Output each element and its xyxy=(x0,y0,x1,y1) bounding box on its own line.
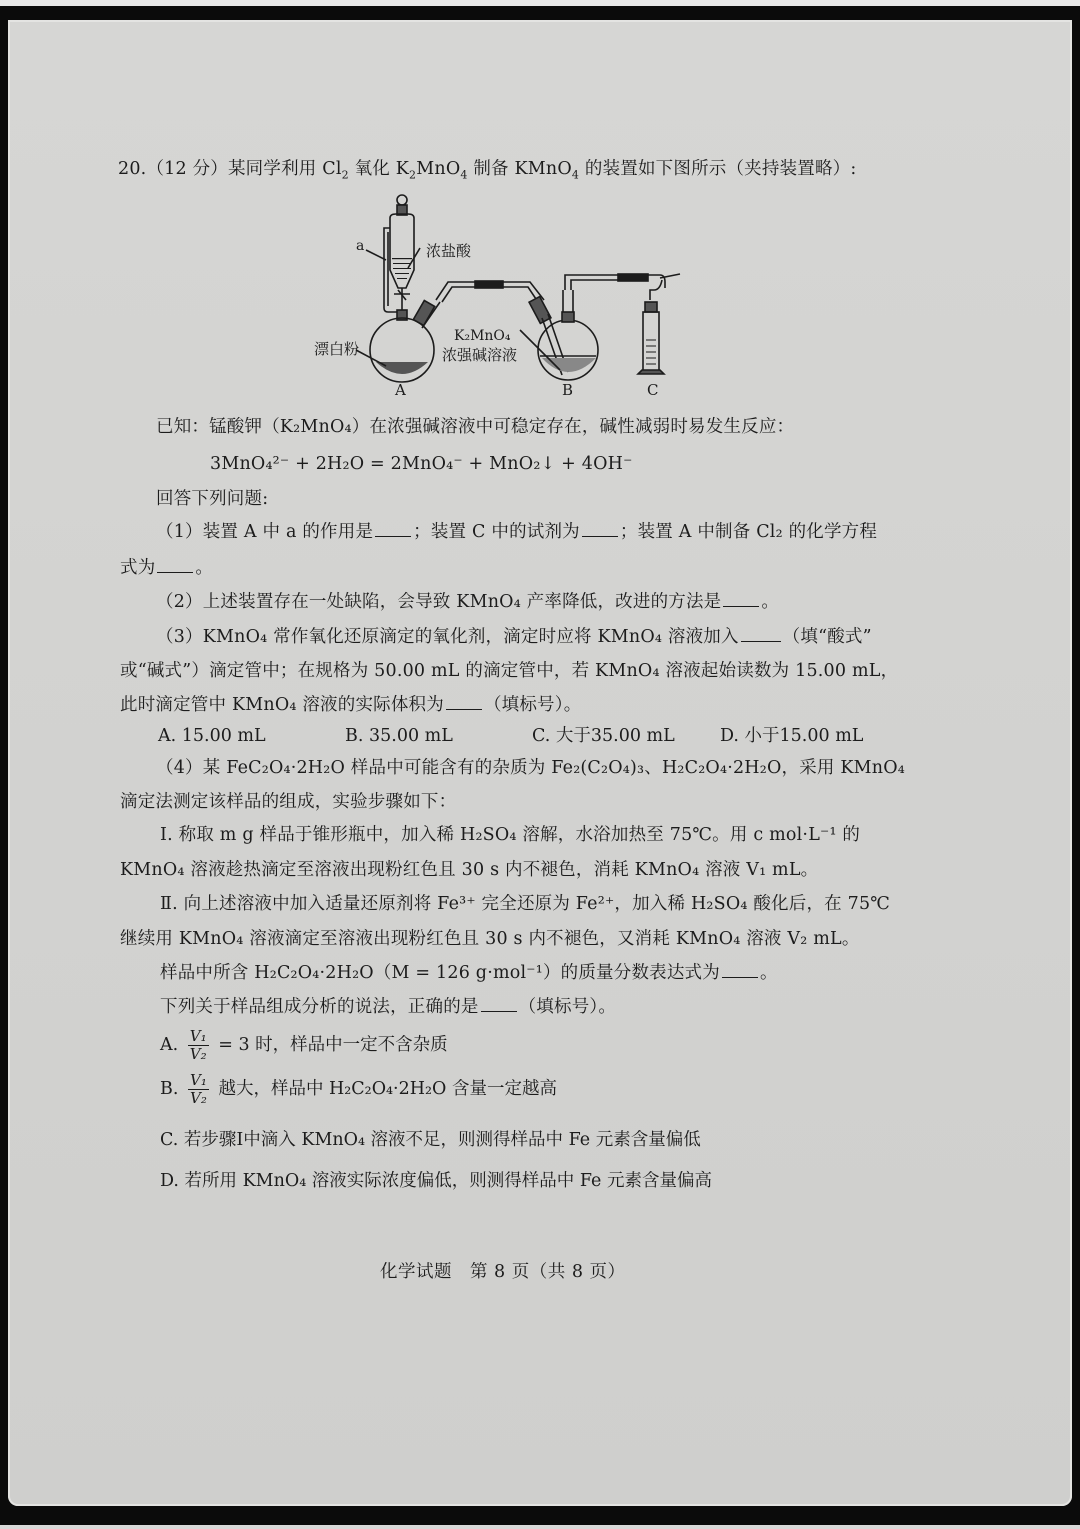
label-concentrated-hcl: 浓盐酸 xyxy=(426,242,472,260)
question-header: 20.（12 分）某同学利用 $Cl_2$ 氧化 $K_2MnO_4$ 制备 KMnO$_4$ 的装置如下图所示（夹持装置略）: xyxy=(118,159,857,182)
part-4-option-d: D. 若所用 KMnO₄ 溶液实际浓度偏低，则测得样品中 Fe 元素含量偏高 xyxy=(160,1171,712,1191)
label-bleaching-powder: 漂白粉 xyxy=(314,340,360,358)
photo-top-edge xyxy=(0,0,1080,6)
question-number: 20. xyxy=(118,159,147,179)
question-score: （12 分） xyxy=(146,159,228,179)
answer-blank-correct-option[interactable] xyxy=(481,995,517,1012)
step-2-line-2: 继续用 KMnO₄ 溶液滴定至溶液出现粉红色且 30 s 内不褪色，又消耗 KMnO₄ 溶液 V₂ mL。 xyxy=(120,929,860,949)
answer-blank-improvement[interactable] xyxy=(723,590,759,607)
part-2: （2）上述装置存在一处缺陷，会导致 KMnO₄ 产率降低，改进的方法是 。 xyxy=(156,592,780,612)
part-3-line-1: （3）KMnO₄ 常作氧化还原滴定的氧化剂，滴定时应将 KMnO₄ 溶液加入 （填“酸式” xyxy=(156,627,872,647)
part-4-option-c: C. 若步骤Ⅰ中滴入 KMnO₄ 溶液不足，则测得样品中 Fe 元素含量偏低 xyxy=(160,1130,701,1150)
photo-bottom-edge xyxy=(0,1525,1080,1529)
part-3-option-b: B. 35.00 mL xyxy=(345,726,453,746)
label-apparatus-c: C xyxy=(647,381,659,399)
answer-blank-a-function[interactable] xyxy=(375,520,411,537)
disproportionation-equation: 3MnO₄²⁻ + 2H₂O = 2MnO₄⁻ + MnO₂↓ + 4OH⁻ xyxy=(210,454,633,474)
part-3-option-c: C. 大于35.00 mL xyxy=(532,726,675,746)
step-1-line-1: Ⅰ. 称取 m g 样品于锥形瓶中，加入稀 H₂SO₄ 溶解，水浴加热至 75℃。用 c mol·L⁻¹ 的 xyxy=(160,825,861,845)
label-apparatus-a: A xyxy=(395,381,406,399)
mass-fraction-question: 样品中所含 H₂C₂O₄·2H₂O（M = 126 g·mol⁻¹）的质量分数表达式为 。 xyxy=(160,963,778,983)
part-1-line-2: 式为 。 xyxy=(120,558,214,578)
answer-blank-equation[interactable] xyxy=(157,556,193,573)
answer-blank-mass-fraction[interactable] xyxy=(722,961,758,978)
label-k2mno4: K₂MnO₄ xyxy=(454,328,511,344)
ratio-v1-v2: $\frac{\text{V₁}}{\text{V₂}}$ xyxy=(189,1027,207,1063)
answer-blank-burette-type[interactable] xyxy=(741,625,781,642)
ratio-v1-v2: $\frac{\text{V₁}}{\text{V₂}}$ xyxy=(190,1071,207,1107)
part-4-line-1: （4）某 FeC₂O₄·2H₂O 样品中可能含有的杂质为 Fe₂(C₂O₄)₃、H₂C₂O₄·2H₂O，采用 KMnO₄ xyxy=(156,758,905,778)
answer-blank-volume[interactable] xyxy=(446,693,482,710)
part-3-line-3: 此时滴定管中 KMnO₄ 溶液的实际体积为 （填标号）。 xyxy=(120,695,582,715)
label-apparatus-b: B xyxy=(562,381,574,399)
label-a: a xyxy=(356,238,365,254)
known-info: 已知：锰酸钾（K₂MnO₄）在浓强碱溶液中可稳定存在，碱性减弱时易发生反应： xyxy=(156,417,795,437)
label-strong-base-solution: 浓强碱溶液 xyxy=(442,346,518,364)
apparatus-diagram xyxy=(300,190,700,410)
part-3-option-a: A. 15.00 mL xyxy=(158,726,266,746)
part-3-line-2: 或“碱式”）滴定管中；在规格为 50.00 mL 的滴定管中，若 KMnO₄ 溶液起始读数为 15.00 mL， xyxy=(120,661,899,681)
step-2-line-1: Ⅱ. 向上述溶液中加入适量还原剂将 Fe³⁺ 完全还原为 Fe²⁺，加入稀 H₂SO₄ 酸化后，在 75℃ xyxy=(160,894,891,914)
part-1-line-1: （1）装置 A 中 a 的作用是 ；装置 C 中的试剂为 ；装置 A 中制备 Cl₂ 的化学方程 xyxy=(156,522,878,542)
step-1-line-2: KMnO₄ 溶液趁热滴定至溶液出现粉红色且 30 s 内不褪色，消耗 KMnO₄ 溶液 V₁ mL。 xyxy=(120,860,819,880)
page-footer: 化学试题 第 8 页（共 8 页） xyxy=(380,1262,626,1282)
part-3-option-d: D. 小于15.00 mL xyxy=(720,726,864,746)
part-4-option-b: B. $\frac{\text{V₁}}{\text{V₂}}$ 越大，样品中 H₂C₂O₄·2H₂O 含量一定越高 xyxy=(160,1071,557,1107)
part-4-line-2: 滴定法测定该样品的组成，实验步骤如下： xyxy=(120,792,457,812)
part-4-option-a: A. $\frac{\text{V₁}}{\text{V₂}}$ = 3 时，样品中一定不含杂质 xyxy=(160,1027,448,1063)
answer-prompt: 回答下列问题: xyxy=(156,489,269,509)
correct-statement-question: 下列关于样品组成分析的说法，正确的是 （填标号）。 xyxy=(160,997,617,1017)
answer-blank-c-reagent[interactable] xyxy=(582,520,618,537)
